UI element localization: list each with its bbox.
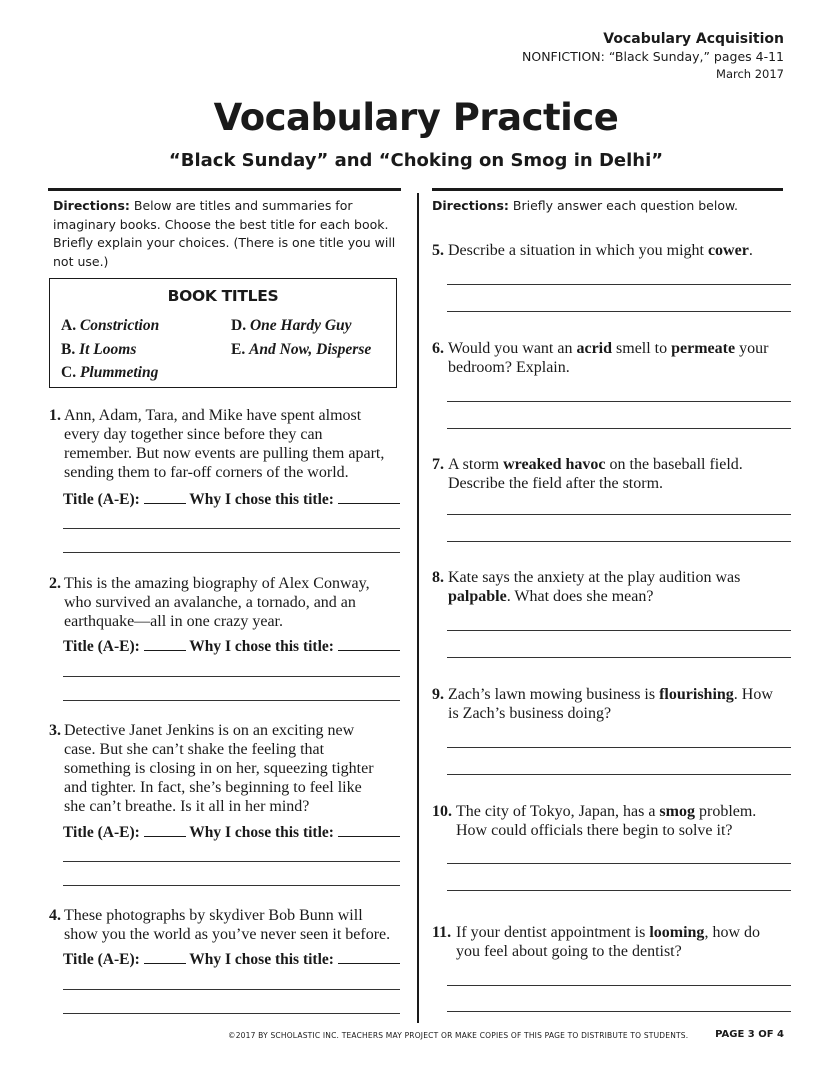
question-text: and tighter. In fact, she’s beginning to feel like (64, 779, 362, 796)
answer-line[interactable] (63, 700, 400, 701)
question-4 (49, 906, 409, 944)
vocab-word: smog (659, 803, 695, 820)
question-text: sending them to far-off corners of the world. (64, 464, 349, 481)
question-text: If your dentist appointment is (456, 924, 650, 941)
question-number: 8. (432, 569, 444, 586)
answer-line[interactable] (447, 890, 791, 891)
question-number: 5. (432, 242, 444, 259)
question-9 (432, 685, 792, 723)
answer-line[interactable] (447, 985, 791, 986)
question-number: 10. (432, 803, 452, 820)
question-text: on the baseball field. (605, 456, 743, 473)
question-text: . How (733, 686, 773, 703)
question-text: , how do (704, 924, 760, 941)
question-number: 1. (49, 407, 61, 424)
question-text: remember. But now events are pulling them apart, (64, 445, 385, 462)
question-text: she can’t breathe. Is it all in her mind? (64, 798, 310, 815)
copyright-footer: ©2017 BY SCHOLASTIC INC. TEACHERS MAY PROJECT OR MAKE COPIES OF THIS PAGE TO DISTRIBUTE TO STUDENTS. (228, 1031, 689, 1040)
question-text: How could officials there begin to solve it? (456, 822, 733, 839)
answer-line[interactable] (447, 774, 791, 775)
answer-line[interactable] (447, 401, 791, 402)
question-number: 6. (432, 340, 444, 357)
question-number: 3. (49, 722, 61, 739)
question-text: every day together since before they can (64, 426, 323, 443)
answer-line[interactable] (63, 885, 400, 886)
vocab-word: cower (707, 242, 749, 259)
answer-line[interactable] (447, 747, 791, 748)
title-blank[interactable] (144, 951, 186, 964)
question-text: Describe a situation in which you might (448, 242, 708, 259)
vocab-word: acrid (576, 340, 613, 357)
directions-text: Briefly explain your choices. (There is one title you will (53, 235, 396, 250)
question-number: 2. (49, 575, 61, 592)
question-text: A storm (448, 456, 504, 473)
answer-line[interactable] (447, 863, 791, 864)
directions-label: Directions: (53, 198, 130, 213)
answer-line[interactable] (63, 676, 400, 677)
question-1 (49, 406, 409, 482)
why-blank[interactable] (338, 638, 400, 651)
title-choice-line (63, 491, 400, 509)
title-label: Title (A-E): (63, 824, 140, 841)
directions-text: imaginary books. Choose the best title for each book. (53, 216, 389, 232)
question-text: your (735, 340, 769, 357)
vocab-word: looming (649, 924, 705, 941)
title-label: Title (A-E): (63, 491, 140, 508)
question-text: Ann, Adam, Tara, and Mike have spent almost (64, 407, 362, 424)
question-text: Kate says the anxiety at the play audition was (448, 569, 741, 586)
why-label: Why I chose this title: (189, 491, 334, 508)
directions-label: Directions: (432, 198, 509, 213)
title-choice-line (63, 824, 400, 842)
answer-line[interactable] (63, 1013, 400, 1014)
answer-line[interactable] (447, 514, 791, 515)
question-text: The city of Tokyo, Japan, has a (456, 803, 660, 820)
question-2 (49, 574, 409, 631)
vocab-word: palpable (448, 588, 507, 605)
book-titles-heading: BOOK TITLES (167, 287, 279, 305)
answer-line[interactable] (447, 311, 791, 312)
question-5 (432, 241, 792, 260)
question-number: 7. (432, 456, 444, 473)
header-source: NONFICTION: “Black Sunday,” pages 4-11 (522, 49, 784, 64)
question-text: problem. (694, 803, 757, 820)
page-title: Vocabulary Practice (213, 96, 619, 139)
question-text: Describe the field after the storm. (448, 475, 664, 492)
header-category: Vocabulary Acquisition (603, 31, 784, 47)
worksheet-header (522, 30, 784, 82)
vocab-word: wreaked havoc (503, 456, 606, 473)
why-label: Why I chose this title: (189, 824, 334, 841)
question-text: Zach’s lawn mowing business is (448, 686, 660, 703)
directions-text: Briefly answer each question below. (508, 198, 739, 213)
answer-line[interactable] (447, 630, 791, 631)
question-text: who survived an avalanche, a tornado, and an (64, 594, 356, 611)
answer-line[interactable] (63, 989, 400, 990)
answer-line[interactable] (63, 861, 400, 862)
page-subtitle: “Black Sunday” and “Choking on Smog in Delhi” (168, 150, 664, 171)
title-label: Title (A-E): (63, 638, 140, 655)
answer-line[interactable] (447, 657, 791, 658)
question-number: 4. (49, 907, 61, 924)
question-text: These photographs by skydiver Bob Bunn will (64, 907, 363, 924)
title-choice-line (63, 638, 400, 656)
why-label: Why I chose this title: (189, 951, 334, 968)
title-label: Title (A-E): (63, 951, 140, 968)
answer-line[interactable] (63, 552, 400, 553)
vocab-word: permeate (671, 340, 736, 357)
question-text: This is the amazing biography of Alex Conway, (64, 575, 370, 592)
question-text: something is closing in on her, squeezing tighter (64, 760, 374, 777)
question-6 (432, 339, 792, 377)
page-number: PAGE 3 OF 4 (715, 1029, 784, 1040)
question-text: show you the world as you’ve never seen it before. (64, 926, 391, 943)
left-column-rule (48, 188, 401, 191)
column-divider (417, 193, 419, 1023)
question-text: smell to (612, 340, 672, 357)
question-11 (432, 923, 792, 961)
why-blank[interactable] (338, 951, 400, 964)
question-text: Detective Janet Jenkins is on an exciting new (64, 722, 355, 739)
answer-line[interactable] (447, 428, 791, 429)
header-date: March 2017 (716, 67, 784, 81)
title-choice-line (63, 951, 400, 969)
book-option: C. Plummeting (61, 364, 159, 381)
answer-line[interactable] (447, 541, 791, 542)
book-option: A. Constriction (61, 317, 160, 334)
answer-line[interactable] (63, 528, 400, 529)
question-3 (49, 721, 409, 816)
question-7 (432, 455, 792, 493)
question-text: Would you want an (448, 340, 577, 357)
left-directions (53, 197, 403, 271)
question-number: 11. (432, 924, 452, 941)
question-text: you feel about going to the dentist? (456, 943, 682, 960)
answer-line[interactable] (447, 1011, 791, 1012)
answer-line[interactable] (447, 284, 791, 285)
question-text: case. But she can’t shake the feeling that (64, 741, 325, 758)
book-option: B. It Looms (61, 341, 137, 358)
why-blank[interactable] (338, 824, 400, 837)
book-option: D. One Hardy Guy (231, 317, 352, 334)
right-directions (432, 197, 782, 216)
why-blank[interactable] (338, 491, 400, 504)
question-10 (432, 802, 792, 840)
question-text: bedroom? Explain. (448, 359, 570, 376)
right-column-rule (432, 188, 783, 191)
book-option: E. And Now, Disperse (231, 341, 372, 358)
question-8 (432, 568, 792, 606)
question-text: . What does she mean? (506, 588, 654, 605)
title-blank[interactable] (144, 491, 186, 504)
directions-text: Below are titles and summaries for (129, 198, 353, 213)
why-label: Why I chose this title: (189, 638, 334, 655)
vocab-word: flourishing (659, 686, 734, 703)
title-blank[interactable] (144, 638, 186, 651)
question-number: 9. (432, 686, 444, 703)
directions-text: not use.) (53, 253, 109, 269)
question-text: is Zach’s business doing? (448, 705, 612, 722)
title-blank[interactable] (144, 824, 186, 837)
question-text: earthquake—all in one crazy year. (64, 613, 283, 630)
question-text: . (748, 242, 753, 259)
